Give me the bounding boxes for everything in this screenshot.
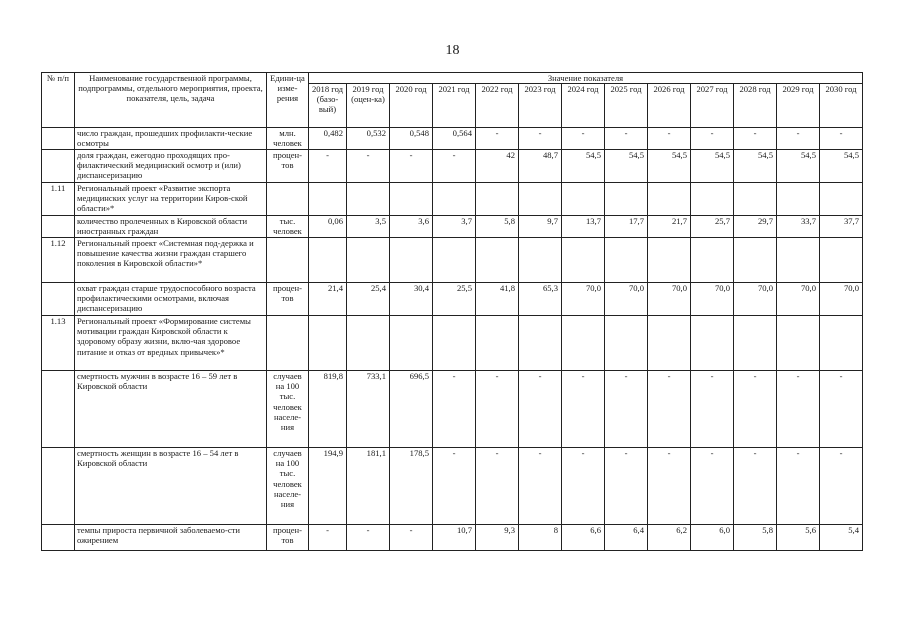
header-values: Значение показателя bbox=[309, 73, 863, 84]
header-year: 2027 год bbox=[691, 84, 734, 128]
value-cell: 70,0 bbox=[820, 283, 863, 316]
table-row bbox=[42, 183, 863, 216]
value-cell: 48,7 bbox=[519, 150, 562, 183]
header-year: 2029 год bbox=[777, 84, 820, 128]
value-cell: 819,8 bbox=[309, 371, 347, 448]
value-cell bbox=[777, 238, 820, 283]
value-cell: 54,5 bbox=[820, 150, 863, 183]
value-cell bbox=[433, 183, 476, 216]
value-cell: 70,0 bbox=[734, 283, 777, 316]
table-row bbox=[42, 216, 863, 238]
table-row bbox=[42, 316, 863, 371]
value-cell: 178,5 bbox=[390, 448, 433, 525]
value-cell: - bbox=[777, 128, 820, 150]
value-cell bbox=[519, 316, 562, 371]
row-number: 1.13 bbox=[42, 316, 75, 371]
row-unit bbox=[267, 316, 309, 371]
value-cell bbox=[820, 316, 863, 371]
value-cell: 3,6 bbox=[390, 216, 433, 238]
value-cell: 9,3 bbox=[476, 525, 519, 551]
value-cell: 3,7 bbox=[433, 216, 476, 238]
value-cell: - bbox=[734, 371, 777, 448]
value-cell bbox=[734, 238, 777, 283]
value-cell: - bbox=[309, 525, 347, 551]
header-year: 2020 год bbox=[390, 84, 433, 128]
row-name: темпы прироста первичной заболеваемо-сти ожирением bbox=[75, 525, 267, 551]
table-row bbox=[42, 283, 863, 316]
value-cell: 30,4 bbox=[390, 283, 433, 316]
row-number bbox=[42, 150, 75, 183]
value-cell: 0,06 bbox=[309, 216, 347, 238]
value-cell bbox=[390, 238, 433, 283]
value-cell bbox=[476, 183, 519, 216]
value-cell: - bbox=[605, 448, 648, 525]
table-row bbox=[42, 238, 863, 283]
value-cell bbox=[433, 316, 476, 371]
value-cell: 33,7 bbox=[777, 216, 820, 238]
value-cell: - bbox=[605, 371, 648, 448]
header-year: 2028 год bbox=[734, 84, 777, 128]
value-cell: 6,2 bbox=[648, 525, 691, 551]
header-year: 2024 год bbox=[562, 84, 605, 128]
header-year: 2021 год bbox=[433, 84, 476, 128]
value-cell: 29,7 bbox=[734, 216, 777, 238]
row-name: смертность женщин в возрасте 16 – 54 лет в Кировской области bbox=[75, 448, 267, 525]
value-cell: - bbox=[777, 448, 820, 525]
value-cell: - bbox=[562, 371, 605, 448]
value-cell: - bbox=[820, 371, 863, 448]
value-cell: - bbox=[562, 448, 605, 525]
value-cell: - bbox=[519, 128, 562, 150]
table-row bbox=[42, 128, 863, 150]
value-cell: 54,5 bbox=[605, 150, 648, 183]
value-cell: 6,6 bbox=[562, 525, 605, 551]
value-cell: 25,4 bbox=[347, 283, 390, 316]
value-cell: 13,7 bbox=[562, 216, 605, 238]
value-cell bbox=[648, 183, 691, 216]
value-cell bbox=[605, 238, 648, 283]
value-cell: 21,7 bbox=[648, 216, 691, 238]
value-cell: - bbox=[562, 128, 605, 150]
value-cell: 194,9 bbox=[309, 448, 347, 525]
value-cell bbox=[433, 238, 476, 283]
value-cell: 25,7 bbox=[691, 216, 734, 238]
value-cell bbox=[390, 183, 433, 216]
value-cell bbox=[605, 316, 648, 371]
value-cell: 733,1 bbox=[347, 371, 390, 448]
value-cell bbox=[605, 183, 648, 216]
value-cell: 65,3 bbox=[519, 283, 562, 316]
value-cell: 41,8 bbox=[476, 283, 519, 316]
header-year: 2023 год bbox=[519, 84, 562, 128]
value-cell bbox=[519, 238, 562, 283]
value-cell bbox=[562, 316, 605, 371]
value-cell: 9,7 bbox=[519, 216, 562, 238]
table-row bbox=[42, 525, 863, 551]
header-year: 2025 год bbox=[605, 84, 648, 128]
row-unit: процен-тов bbox=[267, 150, 309, 183]
value-cell bbox=[734, 183, 777, 216]
value-cell bbox=[309, 238, 347, 283]
value-cell: - bbox=[347, 525, 390, 551]
header-year: 2026 год bbox=[648, 84, 691, 128]
row-number bbox=[42, 448, 75, 525]
header-num: № п/п bbox=[42, 73, 75, 128]
row-unit: процен-тов bbox=[267, 525, 309, 551]
row-unit: млн. человек bbox=[267, 128, 309, 150]
value-cell: 3,5 bbox=[347, 216, 390, 238]
row-number bbox=[42, 216, 75, 238]
value-cell: 54,5 bbox=[691, 150, 734, 183]
table-row bbox=[42, 150, 863, 183]
row-unit bbox=[267, 183, 309, 216]
value-cell: - bbox=[648, 448, 691, 525]
row-name: Региональный проект «Развитие экспорта медицинских услуг на территории Киров-ской области»* bbox=[75, 183, 267, 216]
value-cell: 5,8 bbox=[734, 525, 777, 551]
row-unit: тыс. человек bbox=[267, 216, 309, 238]
row-name: число граждан, прошедших профилакти-ческие осмотры bbox=[75, 128, 267, 150]
value-cell bbox=[820, 183, 863, 216]
value-cell bbox=[777, 183, 820, 216]
value-cell: 8 bbox=[519, 525, 562, 551]
value-cell: 696,5 bbox=[390, 371, 433, 448]
table-row bbox=[42, 371, 863, 448]
value-cell: - bbox=[777, 371, 820, 448]
value-cell: - bbox=[691, 128, 734, 150]
value-cell: 0,548 bbox=[390, 128, 433, 150]
value-cell: - bbox=[820, 128, 863, 150]
value-cell bbox=[476, 238, 519, 283]
header-name: Наименование государственной программы, подпрограммы, отдельного мероприятия, проекта, показателя, цель, задача bbox=[75, 73, 267, 128]
value-cell: - bbox=[390, 525, 433, 551]
row-name: Региональный проект «Формирование системы мотивации граждан Кировской области к здоровому образу жизни, вклю-чая здоровое питание и отказ от вредных привычек»* bbox=[75, 316, 267, 371]
value-cell: 54,5 bbox=[734, 150, 777, 183]
header-year: 2030 год bbox=[820, 84, 863, 128]
value-cell: - bbox=[820, 448, 863, 525]
row-number bbox=[42, 128, 75, 150]
row-unit: процен-тов bbox=[267, 283, 309, 316]
value-cell: - bbox=[648, 371, 691, 448]
value-cell bbox=[648, 238, 691, 283]
value-cell: 70,0 bbox=[562, 283, 605, 316]
value-cell: 0,564 bbox=[433, 128, 476, 150]
value-cell: 181,1 bbox=[347, 448, 390, 525]
value-cell: 0,532 bbox=[347, 128, 390, 150]
row-unit: случаев на 100 тыс. человек населе-ния bbox=[267, 371, 309, 448]
value-cell: - bbox=[691, 371, 734, 448]
value-cell bbox=[777, 316, 820, 371]
value-cell bbox=[347, 316, 390, 371]
value-cell bbox=[648, 316, 691, 371]
value-cell: - bbox=[519, 448, 562, 525]
value-cell: 54,5 bbox=[777, 150, 820, 183]
value-cell: 21,4 bbox=[309, 283, 347, 316]
value-cell: 5,4 bbox=[820, 525, 863, 551]
value-cell: 6,0 bbox=[691, 525, 734, 551]
value-cell: - bbox=[734, 448, 777, 525]
value-cell: - bbox=[433, 448, 476, 525]
value-cell bbox=[347, 238, 390, 283]
row-name: охват граждан старше трудоспособного возраста профилактическими осмотрами, включая диспансеризацию bbox=[75, 283, 267, 316]
value-cell: - bbox=[691, 448, 734, 525]
value-cell bbox=[309, 316, 347, 371]
header-year: 2018 год (базо-вый) bbox=[309, 84, 347, 128]
row-unit bbox=[267, 238, 309, 283]
row-number bbox=[42, 525, 75, 551]
value-cell: - bbox=[309, 150, 347, 183]
value-cell: 10,7 bbox=[433, 525, 476, 551]
value-cell bbox=[562, 183, 605, 216]
row-unit: случаев на 100 тыс. человек населе-ния bbox=[267, 448, 309, 525]
value-cell: 70,0 bbox=[691, 283, 734, 316]
row-name: доля граждан, ежегодно проходящих про-филактический медицинский осмотр и (или) диспансеризацию bbox=[75, 150, 267, 183]
table-row bbox=[42, 448, 863, 525]
value-cell: - bbox=[605, 128, 648, 150]
value-cell: - bbox=[390, 150, 433, 183]
value-cell: 0,482 bbox=[309, 128, 347, 150]
row-name: количество пролеченных в Кировской области иностранных граждан bbox=[75, 216, 267, 238]
value-cell: 6,4 bbox=[605, 525, 648, 551]
value-cell bbox=[820, 238, 863, 283]
value-cell: - bbox=[476, 128, 519, 150]
value-cell: - bbox=[433, 150, 476, 183]
value-cell bbox=[562, 238, 605, 283]
value-cell: - bbox=[519, 371, 562, 448]
row-number bbox=[42, 371, 75, 448]
value-cell bbox=[691, 238, 734, 283]
row-number: 1.12 bbox=[42, 238, 75, 283]
header-year: 2019 год (оцен-ка) bbox=[347, 84, 390, 128]
value-cell: 5,8 bbox=[476, 216, 519, 238]
value-cell: - bbox=[648, 128, 691, 150]
row-number: 1.11 bbox=[42, 183, 75, 216]
value-cell bbox=[476, 316, 519, 371]
header-year: 2022 год bbox=[476, 84, 519, 128]
value-cell: 17,7 bbox=[605, 216, 648, 238]
value-cell bbox=[309, 183, 347, 216]
value-cell: 5,6 bbox=[777, 525, 820, 551]
value-cell bbox=[390, 316, 433, 371]
value-cell: 37,7 bbox=[820, 216, 863, 238]
value-cell: - bbox=[433, 371, 476, 448]
value-cell: 25,5 bbox=[433, 283, 476, 316]
page-number: 18 bbox=[445, 43, 460, 58]
value-cell bbox=[519, 183, 562, 216]
value-cell: - bbox=[476, 448, 519, 525]
row-number bbox=[42, 283, 75, 316]
value-cell bbox=[734, 316, 777, 371]
value-cell: 54,5 bbox=[562, 150, 605, 183]
value-cell: 70,0 bbox=[777, 283, 820, 316]
row-name: смертность мужчин в возрасте 16 – 59 лет в Кировской области bbox=[75, 371, 267, 448]
value-cell: - bbox=[734, 128, 777, 150]
value-cell: 70,0 bbox=[648, 283, 691, 316]
value-cell bbox=[347, 183, 390, 216]
value-cell bbox=[691, 316, 734, 371]
value-cell bbox=[691, 183, 734, 216]
value-cell: - bbox=[476, 371, 519, 448]
header-unit: Едини-ца изме-рения bbox=[267, 73, 309, 128]
value-cell: 42 bbox=[476, 150, 519, 183]
row-name: Региональный проект «Системная под-держка и повышение качества жизни граждан старшего поколения в Кировской области»* bbox=[75, 238, 267, 283]
value-cell: 54,5 bbox=[648, 150, 691, 183]
value-cell: - bbox=[347, 150, 390, 183]
value-cell: 70,0 bbox=[605, 283, 648, 316]
indicator-table bbox=[41, 72, 863, 551]
